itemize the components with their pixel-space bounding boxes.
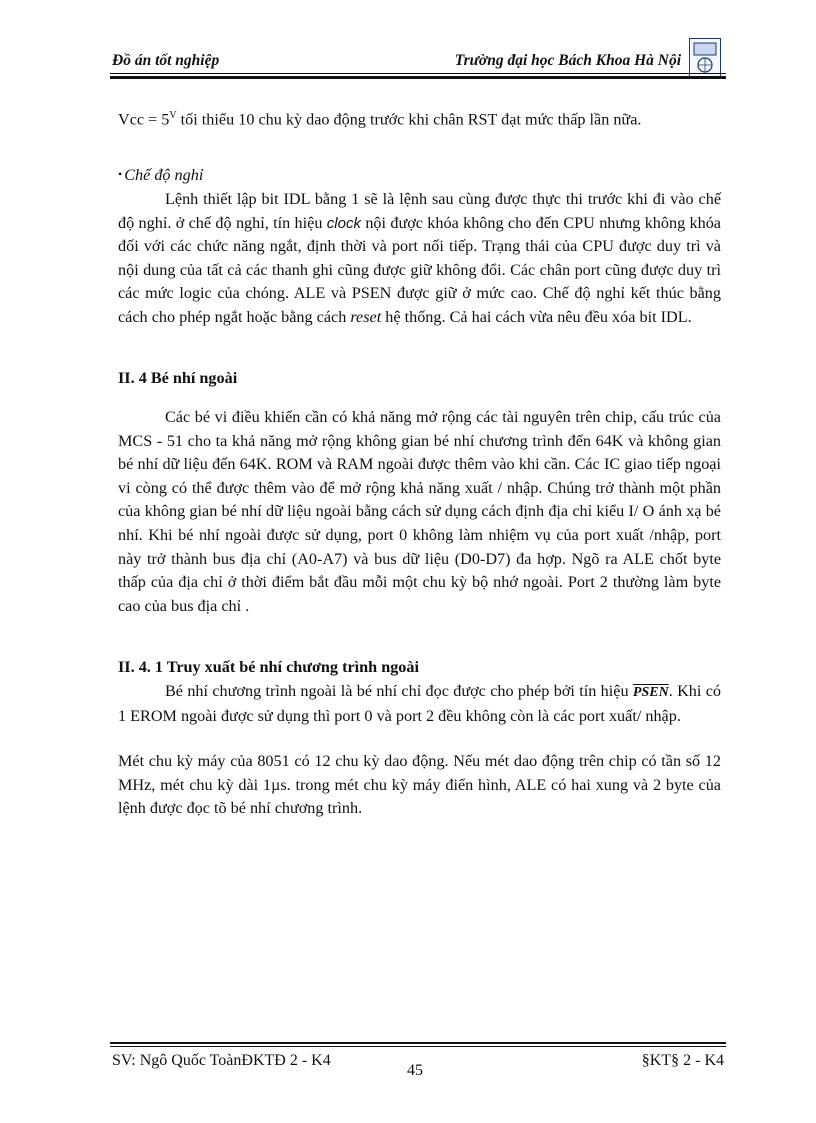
program-memory-text-tail: . Khi có 1 EROM ngoài được sử dụng thì port 0 và port 2 đều không còn là các port xuất/ nhập. [118,682,722,725]
footer-rule-thick [110,1042,726,1044]
intro-paragraph [118,104,721,132]
footer-student-name: SV: Ngô Quốc ToànĐKTĐ 2 - K4 [112,1052,331,1069]
clock-term: clock [326,214,361,232]
header-rule [110,73,726,74]
external-memory-paragraph: Các bé vi điều khiển cần có khả năng mở rộng các tài nguyên trên chip, cấu trúc của MCS - 51 cho ta khả năng mở rộng không gian bé nhí chương trình đến 64K và không gian bé nhí dữ liệu đến 64K. ROM và RAM ngoài được thêm vào khi cần. Các IC giao tiếp ngoại vi còng có thể được thêm vào để mở rộng khả năng xuất / nhập. Chúng trở thành một phần của không gian bé nhí dữ liệu ngoài bằng cách sử dụng cách định địa chỉ kiểu I/ O ánh xạ bé nhí. Khi bé nhí ngoài được sử dụng, port 0 không làm nhiệm vụ của port xuất /nhập, port này trở thành bus địa chỉ (A0-A7) và bus dữ liệu (D0-D7) đa hợp. Ngõ ra ALE chốt byte thấp của địa chỉ ở thời điểm bắt đầu mỗi một chu kỳ bộ nhớ ngoài. Port 2 thường làm byte cao của bus địa chỉ . [118,408,721,615]
section-heading-2-4-1: II. 4. 1 Truy xuất bé nhí chương trình ngoài [118,658,419,676]
header-rule-thick [110,76,726,79]
footer-rule [110,1046,726,1047]
intro-superscript: V [169,110,177,121]
logo-emblem-icon [692,41,718,75]
section-heading-2-4: II. 4 Bé nhí ngoài [118,369,238,387]
university-logo [689,38,721,78]
header-document-title: Đồ án tốt nghiệp [112,52,220,69]
program-memory-text-lead: Bé nhí chương trình ngoài là bé nhí chỉ đọc được cho phép bởi tín hiệu [165,682,633,700]
psen-signal: PSEN [632,685,669,700]
page-number: 45 [407,1062,423,1079]
intro-text: Vcc = 5 [118,110,170,129]
idle-mode-title [118,166,203,185]
idle-mode-text-3: hệ thống. Cả hai cách vừa nêu đều xóa bit IDL. [381,307,692,326]
header-university-name: Trường đại học Bách Khoa Hà Nội [454,52,681,69]
idle-mode-text-1: Lệnh thiết lập bit IDL bằng 1 sẽ là lệnh sau cùng được thực thi trước khi đi vào chế độ nghỉ. ở chế độ nghỉ, tín hiệu [118,190,721,232]
reset-term: reset [350,307,382,326]
footer-class-code: §KT§ 2 - K4 [641,1052,724,1069]
idle-mode-paragraph [118,188,721,330]
program-memory-paragraph [118,680,721,728]
intro-text-rest: tối thiểu 10 chu kỳ dao động trước khi chân RST đạt mức thấp lần nữa. [176,110,642,129]
machine-cycle-paragraph: Mét chu kỳ máy của 8051 có 12 chu kỳ dao động. Nếu mét dao động trên chip có tần số 12 MHz, mét chu kỳ dài 1µs. trong mét chu kỳ máy điển hình, ALE có hai xung và 2 byte của lệnh được đọc tõ bé nhí chương trình. [118,752,721,818]
bullet-icon: • [118,167,123,181]
idle-mode-text-2: nội được khóa không cho đến CPU nhưng không khóa đối với các chức năng ngắt, định thời và port nối tiếp. Trạng thái của CPU được duy trì và nội dung của tất cả các thanh ghi cũng được giữ không đổi. Các chân port cũng được duy trì các mức logic của chóng. ALE và PSEN được giữ ở mức cao. Chế độ nghỉ kết thúc bằng cách cho phép ngắt hoặc bằng cách [118,213,721,326]
idle-mode-title-text: Chế độ nghỉ [124,166,204,184]
